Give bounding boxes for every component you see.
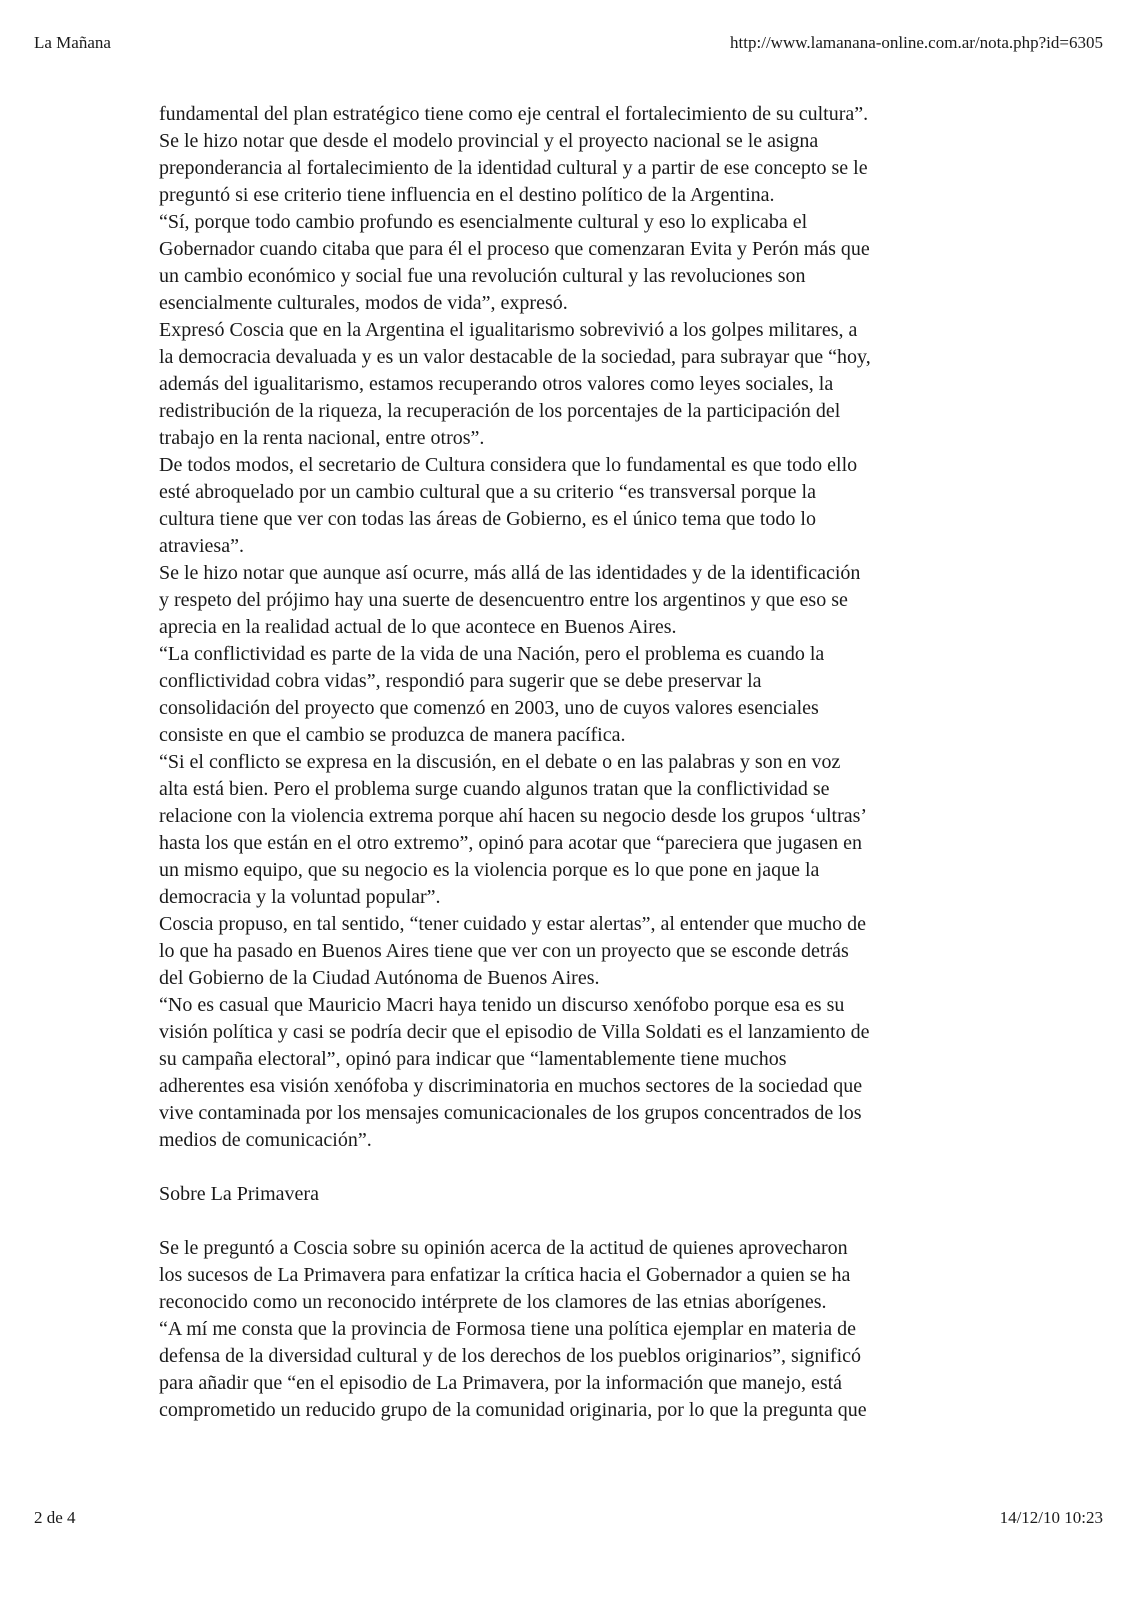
article-line: “A mí me consta que la provincia de Formosa tiene una política ejemplar en materia de xyxy=(159,1318,856,1340)
article-line: Se le hizo notar que aunque así ocurre, más allá de las identidades y de la identificación xyxy=(159,562,861,584)
article-line: esté abroquelado por un cambio cultural que a su criterio “es transversal porque la xyxy=(159,481,816,503)
article-line: adherentes esa visión xenófoba y discriminatoria en muchos sectores de la sociedad que xyxy=(159,1075,863,1097)
section-heading: Sobre La Primavera xyxy=(159,1183,319,1205)
article-line: visión política y casi se podría decir que el episodio de Villa Soldati es el lanzamiento de xyxy=(159,1021,870,1043)
article-line: esencialmente culturales, modos de vida”, expresó. xyxy=(159,292,568,314)
article-line: reconocido como un reconocido intérprete de los clamores de las etnias aborígenes. xyxy=(159,1291,827,1313)
print-datetime: 14/12/10 10:23 xyxy=(999,1508,1103,1527)
article-line: Expresó Coscia que en la Argentina el igualitarismo sobrevivió a los golpes militares, a xyxy=(159,319,858,341)
article-line: fundamental del plan estratégico tiene como eje central el fortalecimiento de su cultura”. xyxy=(159,103,869,125)
article-line: consolidación del proyecto que comenzó en 2003, uno de cuyos valores esenciales xyxy=(159,697,819,719)
article-line: lo que ha pasado en Buenos Aires tiene que ver con un proyecto que se esconde detrás xyxy=(159,940,849,962)
article-line: los sucesos de La Primavera para enfatizar la crítica hacia el Gobernador a quien se ha xyxy=(159,1264,851,1286)
article-line: medios de comunicación”. xyxy=(159,1129,372,1151)
article-line: comprometido un reducido grupo de la comunidad originaria, por lo que la pregunta que xyxy=(159,1399,867,1421)
article-line: trabajo en la renta nacional, entre otros”. xyxy=(159,427,485,449)
article-line: alta está bien. Pero el problema surge cuando algunos tratan que la conflictividad se xyxy=(159,778,830,800)
article-line: y respeto del prójimo hay una suerte de desencuentro entre los argentinos y que eso se xyxy=(159,589,848,611)
article-line: De todos modos, el secretario de Cultura considera que lo fundamental es que todo ello xyxy=(159,454,858,476)
article-line: además del igualitarismo, estamos recuperando otros valores como leyes sociales, la xyxy=(159,373,834,395)
article-line: del Gobierno de la Ciudad Autónoma de Buenos Aires. xyxy=(159,967,600,989)
article-line: preponderancia al fortalecimiento de la identidad cultural y a partir de ese concepto se le xyxy=(159,157,868,179)
page-url: http://www.lamanana-online.com.ar/nota.php?id=6305 xyxy=(730,33,1103,52)
article-line: conflictividad cobra vidas”, respondió para sugerir que se debe preservar la xyxy=(159,670,762,692)
article-line: la democracia devaluada y es un valor destacable de la sociedad, para subrayar que “hoy, xyxy=(159,346,871,368)
article-line: un cambio económico y social fue una revolución cultural y las revoluciones son xyxy=(159,265,806,287)
article-body xyxy=(159,101,989,1424)
article-line: “Si el conflicto se expresa en la discusión, en el debate o en las palabras y son en voz xyxy=(159,751,841,773)
article-line: redistribución de la riqueza, la recuperación de los porcentajes de la participación del xyxy=(159,400,841,422)
article-line: “No es casual que Mauricio Macri haya tenido un discurso xenófobo porque esa es su xyxy=(159,994,845,1016)
page-indicator: 2 de 4 xyxy=(34,1508,76,1527)
article-line: Coscia propuso, en tal sentido, “tener cuidado y estar alertas”, al entender que mucho de xyxy=(159,913,866,935)
article-line: atraviesa”. xyxy=(159,535,244,557)
article-line: Se le hizo notar que desde el modelo provincial y el proyecto nacional se le asigna xyxy=(159,130,819,152)
article-line: “Sí, porque todo cambio profundo es esencialmente cultural y eso lo explicaba el xyxy=(159,211,808,233)
article-line: cultura tiene que ver con todas las áreas de Gobierno, es el único tema que todo lo xyxy=(159,508,816,530)
article-line: aprecia en la realidad actual de lo que acontece en Buenos Aires. xyxy=(159,616,677,638)
article-line: defensa de la diversidad cultural y de los derechos de los pueblos originarios”, significó xyxy=(159,1345,862,1367)
article-line: consiste en que el cambio se produzca de manera pacífica. xyxy=(159,724,626,746)
article-line: vive contaminada por los mensajes comunicacionales de los grupos concentrados de los xyxy=(159,1102,862,1124)
article-line: preguntó si ese criterio tiene influencia en el destino político de la Argentina. xyxy=(159,184,775,206)
article-line: Se le preguntó a Coscia sobre su opinión acerca de la actitud de quienes aprovecharon xyxy=(159,1237,848,1259)
site-title: La Mañana xyxy=(34,33,111,52)
article-line: su campaña electoral”, opinó para indicar que “lamentablemente tiene muchos xyxy=(159,1048,787,1070)
article-line: Gobernador cuando citaba que para él el proceso que comenzaran Evita y Perón más que xyxy=(159,238,870,260)
article-line: un mismo equipo, que su negocio es la violencia porque es lo que pone en jaque la xyxy=(159,859,820,881)
article-line: relacione con la violencia extrema porque ahí hacen su negocio desde los grupos ‘ultras’ xyxy=(159,805,868,827)
article-line: “La conflictividad es parte de la vida de una Nación, pero el problema es cuando la xyxy=(159,643,825,665)
article-line: hasta los que están en el otro extremo”, opinó para acotar que “pareciera que jugasen en xyxy=(159,832,863,854)
article-line: democracia y la voluntad popular”. xyxy=(159,886,441,908)
article-line: para añadir que “en el episodio de La Primavera, por la información que manejo, está xyxy=(159,1372,843,1394)
